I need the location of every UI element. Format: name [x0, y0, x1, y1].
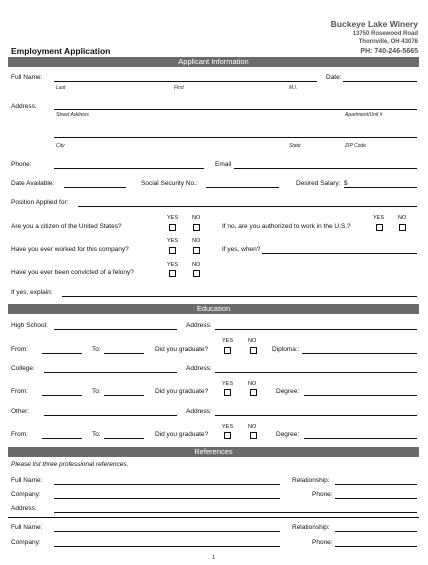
- date-available-label: Date Available:: [11, 180, 55, 187]
- college-graduate-no-checkbox[interactable]: [250, 389, 257, 396]
- state-caption: State: [289, 143, 301, 149]
- position-field[interactable]: [78, 206, 417, 207]
- authorized-yes-label: YES: [373, 215, 385, 221]
- felony-yes-checkbox[interactable]: [169, 270, 176, 277]
- college-to-field[interactable]: [104, 395, 144, 396]
- company-phone: PH: 740-246-5665: [360, 48, 418, 55]
- other-degree-field[interactable]: [304, 438, 417, 439]
- apartment-caption: Apartment/Unit #: [345, 112, 383, 118]
- date-available-field[interactable]: [64, 187, 126, 188]
- desired-salary-currency: $: [344, 180, 348, 187]
- other-label: Other:: [11, 408, 30, 415]
- when-field[interactable]: [262, 253, 417, 254]
- ref1-phone-field[interactable]: [335, 498, 417, 499]
- high-school-address-field[interactable]: [215, 329, 417, 330]
- explain-label: If yes, explain:: [11, 289, 53, 296]
- city-state-zip-field[interactable]: [54, 137, 417, 138]
- worked-question: Have you ever worked for this company?: [11, 246, 129, 253]
- street-address-caption: Street Address: [56, 112, 89, 118]
- position-label: Position Applied for:: [11, 199, 69, 206]
- section-header-education: Education: [8, 304, 419, 314]
- diploma-label: Diploma::: [272, 346, 300, 353]
- address-label: Address:: [11, 103, 37, 110]
- felony-question: Have you ever been convicted of a felony?: [11, 269, 134, 276]
- explain-field[interactable]: [62, 296, 417, 297]
- city-caption: City: [56, 143, 65, 149]
- references-instruction: Please list three professional references.: [11, 461, 129, 468]
- hs-from-label: From:: [11, 346, 28, 353]
- ref2-phone-label: Phone:: [312, 539, 333, 546]
- citizen-yes-label: YES: [167, 215, 179, 221]
- high-school-address-label: Address:: [186, 322, 212, 329]
- citizen-question: Are you a citizen of the United States?: [11, 223, 122, 230]
- authorized-no-checkbox[interactable]: [399, 224, 406, 231]
- college-address-label: Address:: [186, 365, 212, 372]
- hs-yes-label: YES: [222, 338, 234, 344]
- college-yes-label: YES: [222, 381, 234, 387]
- college-from-label: From:: [11, 388, 28, 395]
- ref1-relationship-label: Relationship:: [292, 477, 330, 484]
- college-no-label: NO: [248, 381, 257, 387]
- college-from-field[interactable]: [42, 395, 82, 396]
- hs-from-field[interactable]: [42, 353, 82, 354]
- ref2-relationship-label: Relationship:: [292, 524, 330, 531]
- other-degree-label: Degree:: [276, 431, 300, 438]
- ref2-relationship-field[interactable]: [335, 531, 417, 532]
- college-degree-label: Degree:: [276, 388, 300, 395]
- other-no-label: NO: [248, 424, 257, 430]
- full-name-field[interactable]: [54, 81, 317, 82]
- college-degree-field[interactable]: [304, 395, 417, 396]
- other-yes-label: YES: [222, 424, 234, 430]
- other-graduate-label: Did you graduate?: [155, 431, 209, 438]
- worked-yes-checkbox[interactable]: [169, 247, 176, 254]
- other-graduate-yes-checkbox[interactable]: [224, 432, 231, 439]
- other-graduate-no-checkbox[interactable]: [250, 432, 257, 439]
- authorized-yes-checkbox[interactable]: [376, 224, 383, 231]
- desired-salary-field[interactable]: [344, 187, 417, 188]
- other-address-label: Address:: [186, 408, 212, 415]
- ref1-company-label: Company:: [11, 491, 41, 498]
- high-school-field[interactable]: [54, 329, 177, 330]
- citizen-no-checkbox[interactable]: [193, 224, 200, 231]
- citizen-no-label: NO: [192, 215, 201, 221]
- college-field[interactable]: [44, 372, 177, 373]
- section-header-references: References: [8, 447, 419, 457]
- felony-yes-label: YES: [167, 262, 179, 268]
- worked-yes-label: YES: [167, 238, 179, 244]
- other-field[interactable]: [44, 415, 177, 416]
- section-header-applicant: Applicant Information: [8, 57, 419, 67]
- worked-no-label: NO: [192, 238, 201, 244]
- college-graduate-label: Did you graduate?: [155, 388, 209, 395]
- authorized-no-label: NO: [398, 215, 407, 221]
- other-to-label: To:: [92, 431, 101, 438]
- other-from-field[interactable]: [42, 438, 82, 439]
- ref1-address-label: Address:: [11, 505, 37, 512]
- other-to-field[interactable]: [104, 438, 144, 439]
- ref2-name-field[interactable]: [54, 531, 280, 532]
- form-title: Employment Application: [11, 46, 111, 56]
- email-field[interactable]: [234, 168, 417, 169]
- when-label: If yes, when?: [222, 246, 261, 253]
- other-address-field[interactable]: [215, 415, 417, 416]
- college-to-label: To:: [92, 388, 101, 395]
- hs-graduate-yes-checkbox[interactable]: [224, 347, 231, 354]
- hs-no-label: NO: [248, 338, 257, 344]
- middle-initial-caption: M.I.: [289, 85, 298, 91]
- ref1-name-field[interactable]: [54, 484, 280, 485]
- date-field[interactable]: [343, 81, 417, 82]
- ssn-field[interactable]: [206, 187, 279, 188]
- ref2-name-label: Full Name:: [11, 524, 43, 531]
- hs-to-label: To:: [92, 346, 101, 353]
- diploma-field[interactable]: [302, 353, 417, 354]
- worked-no-checkbox[interactable]: [193, 247, 200, 254]
- hs-graduate-label: Did you graduate?: [155, 346, 209, 353]
- ref2-company-label: Company:: [11, 539, 41, 546]
- zip-caption: ZIP Code: [345, 143, 366, 149]
- date-label: Date:: [326, 74, 342, 81]
- full-name-label: Full Name:: [11, 74, 43, 81]
- high-school-label: High School:: [11, 322, 48, 329]
- street-address-field[interactable]: [54, 109, 417, 110]
- college-graduate-yes-checkbox[interactable]: [224, 389, 231, 396]
- email-label: Email: [215, 161, 232, 168]
- college-address-field[interactable]: [215, 372, 417, 373]
- company-name: Buckeye Lake Winery: [330, 19, 418, 29]
- felony-no-checkbox[interactable]: [193, 270, 200, 277]
- phone-label: Phone:: [11, 161, 32, 168]
- ref2-phone-field[interactable]: [335, 546, 417, 547]
- ref1-relationship-field[interactable]: [335, 484, 417, 485]
- other-from-label: From:: [11, 431, 28, 438]
- hs-graduate-no-checkbox[interactable]: [250, 347, 257, 354]
- felony-no-label: NO: [192, 262, 201, 268]
- ssn-label: Social Security No.:: [141, 180, 198, 187]
- company-address-line1: 13750 Rosewood Road: [352, 31, 418, 37]
- ref1-phone-label: Phone:: [312, 491, 333, 498]
- page-number: 1: [212, 555, 216, 561]
- company-address-line2: Thornville, OH 43076: [358, 39, 418, 45]
- hs-to-field[interactable]: [104, 353, 144, 354]
- authorized-question: If no, are you authorized to work in the U.S.?: [222, 223, 351, 230]
- citizen-yes-checkbox[interactable]: [169, 224, 176, 231]
- ref1-address-field[interactable]: [54, 512, 417, 513]
- last-name-caption: Last: [56, 85, 66, 91]
- college-label: College:: [11, 365, 35, 372]
- first-name-caption: First: [174, 85, 184, 91]
- phone-field[interactable]: [54, 168, 204, 169]
- ref2-company-field[interactable]: [54, 546, 280, 547]
- ref-divider: [8, 517, 419, 518]
- ref1-company-field[interactable]: [54, 498, 280, 499]
- desired-salary-label: Desired Salary:: [296, 180, 341, 187]
- ref1-name-label: Full Name:: [11, 477, 43, 484]
